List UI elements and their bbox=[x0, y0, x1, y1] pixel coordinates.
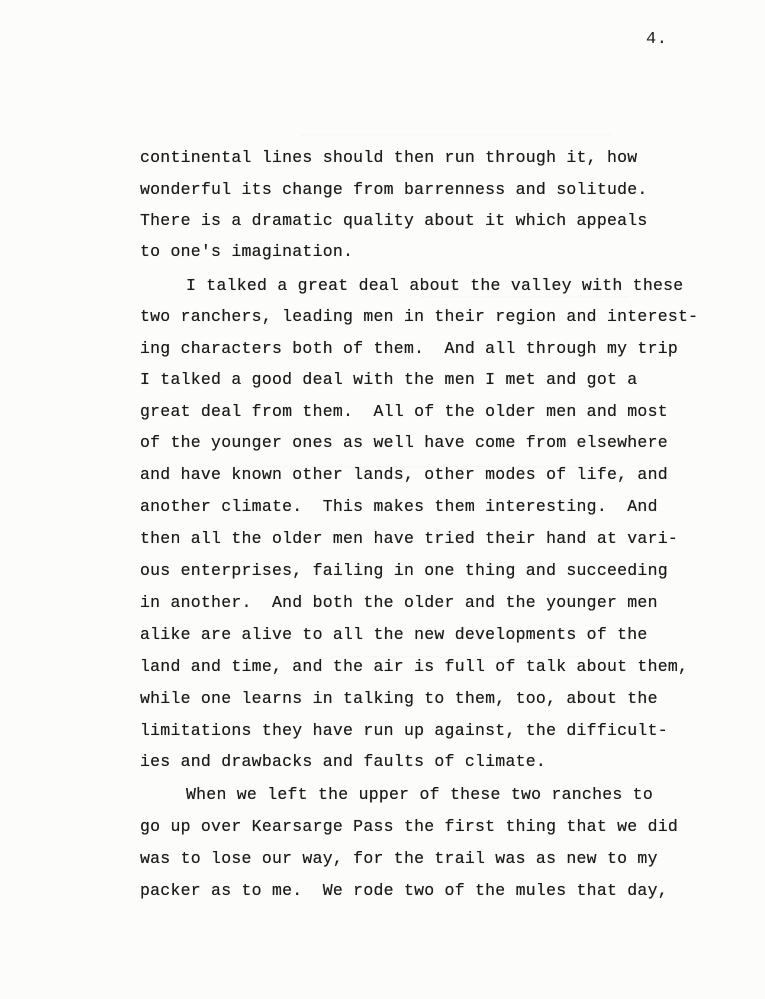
text-line: alike are alive to all the new developments of the bbox=[140, 625, 648, 644]
text-line: great deal from them. All of the older men and most bbox=[140, 402, 668, 421]
text-line: wonderful its change from barrenness and solitude. bbox=[140, 180, 648, 199]
text-line: and have known other lands, other modes of life, and bbox=[140, 465, 668, 484]
text-line: ous enterprises, failing in one thing and succeeding bbox=[140, 561, 668, 580]
text-line: of the younger ones as well have come from elsewhere bbox=[140, 433, 668, 452]
text-line: another climate. This makes them interesting. And bbox=[140, 497, 658, 516]
text-line: limitations they have run up against, the difficult- bbox=[140, 721, 668, 740]
text-line: two ranchers, leading men in their region and interest- bbox=[140, 307, 699, 326]
text-line: was to lose our way, for the trail was as new to my bbox=[140, 849, 658, 868]
page-number: 4. bbox=[646, 30, 668, 49]
text-line: go up over Kearsarge Pass the first thing that we did bbox=[140, 817, 679, 836]
text-line: packer as to me. We rode two of the mules that day, bbox=[140, 881, 668, 900]
paragraph-start-line: When we left the upper of these two ranches to bbox=[186, 785, 653, 804]
text-line: ing characters both of them. And all through my trip bbox=[140, 339, 679, 358]
text-line: in another. And both the older and the younger men bbox=[140, 593, 658, 612]
paragraph-start-line: I talked a great deal about the valley with these bbox=[186, 276, 684, 295]
text-line: There is a dramatic quality about it which appeals bbox=[140, 211, 648, 230]
text-line: continental lines should then run through it, how bbox=[140, 148, 638, 167]
text-line: then all the older men have tried their hand at vari- bbox=[140, 529, 679, 548]
text-line: I talked a good deal with the men I met and got a bbox=[140, 370, 638, 389]
text-line: ies and drawbacks and faults of climate. bbox=[140, 752, 547, 771]
text-line: land and time, and the air is full of talk about them, bbox=[140, 657, 689, 676]
text-line: to one's imagination. bbox=[140, 242, 354, 261]
bleed-through bbox=[300, 128, 612, 143]
text-line: while one learns in talking to them, too, about the bbox=[140, 689, 658, 708]
